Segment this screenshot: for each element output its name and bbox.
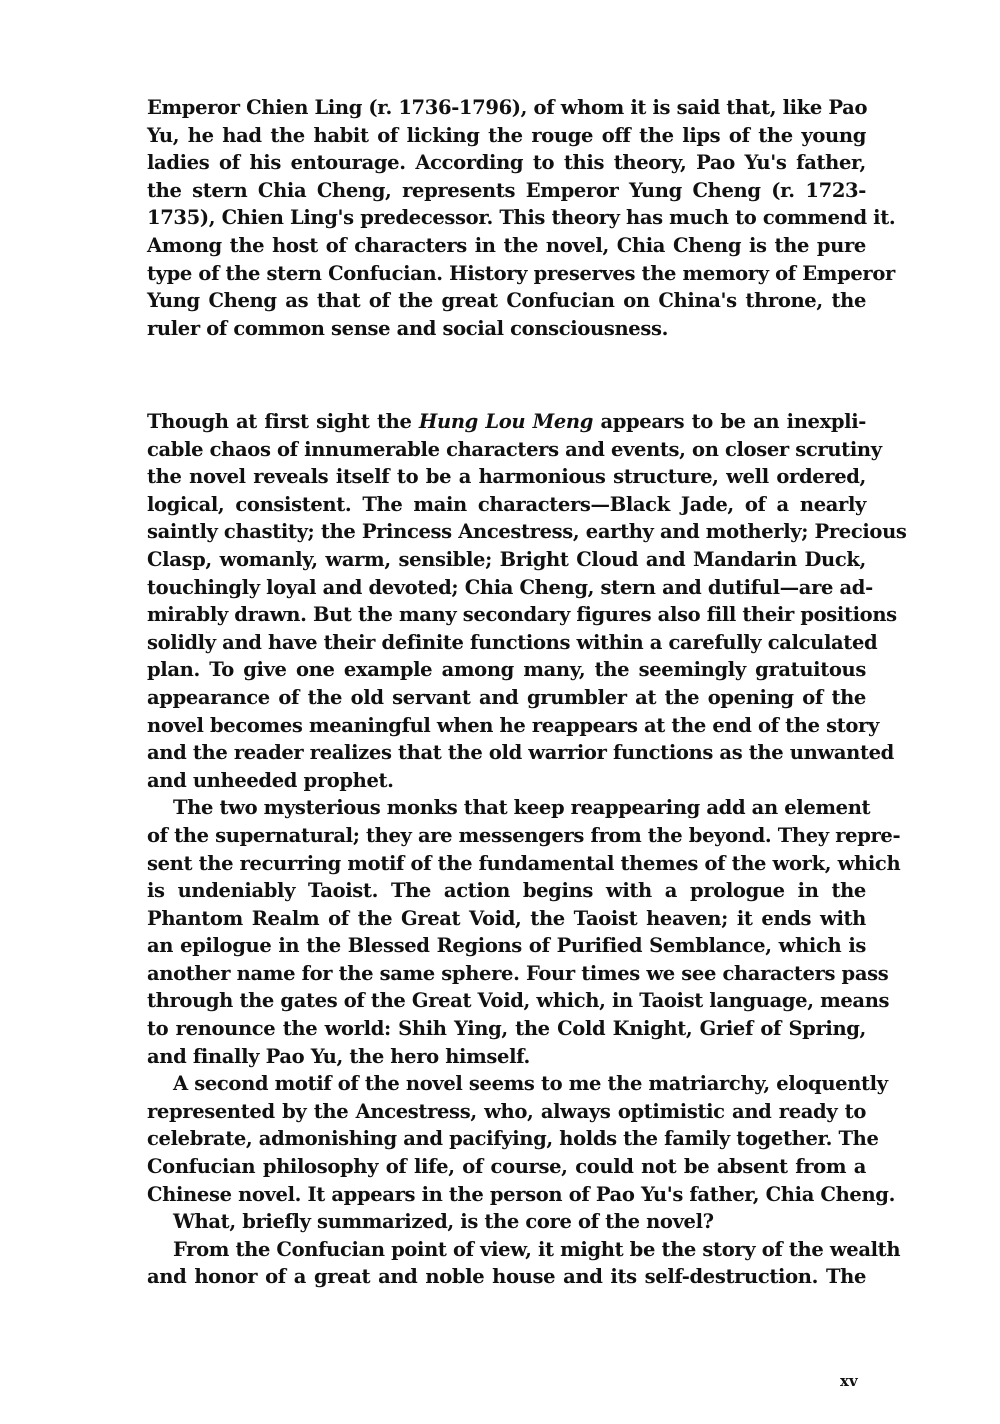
text-line: and finally Pao Yu, the hero himself. bbox=[147, 1044, 530, 1068]
text-line: touchingly loyal and devoted; Chia Cheng, stern and dutiful—are ad- bbox=[147, 575, 873, 599]
paragraph bbox=[147, 794, 901, 1070]
text-line: Yu, he had the habit of licking the rouge off the lips of the young bbox=[147, 123, 866, 147]
paragraph bbox=[147, 408, 907, 794]
text-line: solidly and have their definite functions within a carefully calculated bbox=[147, 630, 878, 654]
text-line: type of the stern Confucian. History preserves the memory of Emperor bbox=[147, 261, 895, 285]
text-line: and honor of a great and noble house and its self-destruction. The bbox=[147, 1265, 866, 1289]
text-line: Yung Cheng as that of the great Confucian on China's throne, the bbox=[147, 289, 866, 313]
paragraph bbox=[147, 1236, 901, 1291]
text-line: is undeniably Taoist. The action begins with a prologue in the bbox=[147, 879, 866, 903]
text-line: What, briefly summarized, is the core of the novel? bbox=[173, 1210, 714, 1234]
text-line: celebrate, admonishing and pacifying, holds the family together. The bbox=[147, 1127, 879, 1151]
text-line: Chinese novel. It appears in the person of Pao Yu's father, Chia Cheng. bbox=[147, 1182, 896, 1206]
text-line: ladies of his entourage. According to this theory, Pao Yu's father, bbox=[147, 151, 866, 175]
text-line: and unheeded prophet. bbox=[147, 768, 394, 792]
text-line: mirably drawn. But the many secondary figures also fill their positions bbox=[147, 603, 897, 627]
text-line: sent the recurring motif of the fundamental themes of the work, which bbox=[147, 851, 901, 875]
text-line: an epilogue in the Blessed Regions of Purified Semblance, which is bbox=[147, 934, 866, 958]
text-line: cable chaos of innumerable characters and events, on closer scrutiny bbox=[147, 437, 882, 461]
text-line: plan. To give one example among many, the seemingly gratuitous bbox=[147, 658, 866, 682]
text-line: saintly chastity; the Princess Ancestress, earthy and motherly; Precious bbox=[147, 520, 907, 544]
text-line: The two mysterious monks that keep reappearing add an element bbox=[173, 796, 871, 820]
text-line: From the Confucian point of view, it might be the story of the wealth bbox=[173, 1237, 901, 1261]
paragraph bbox=[147, 1070, 896, 1208]
text-line: to renounce the world: Shih Ying, the Cold Knight, Grief of Spring, bbox=[147, 1017, 866, 1041]
text-line: through the gates of the Great Void, which, in Taoist language, means bbox=[147, 989, 890, 1013]
text-line: represented by the Ancestress, who, always optimistic and ready to bbox=[147, 1099, 866, 1123]
text-line: ruler of common sense and social consciousness. bbox=[147, 316, 669, 340]
text-line: 1735), Chien Ling's predecessor. This theory has much to commend it. bbox=[147, 206, 896, 230]
paragraph bbox=[147, 94, 896, 342]
text-line: of the supernatural; they are messengers from the beyond. They repre- bbox=[147, 823, 901, 847]
text-line: Emperor Chien Ling (r. 1736-1796), of whom it is said that, like Pao bbox=[147, 96, 868, 119]
text-line: Confucian philosophy of life, of course, could not be absent from a bbox=[147, 1155, 866, 1179]
page-number: xv bbox=[840, 1372, 858, 1390]
paragraph bbox=[147, 1208, 866, 1236]
text-line: another name for the same sphere. Four times we see characters pass bbox=[147, 961, 889, 985]
text-block-main bbox=[147, 408, 907, 1291]
text-line: Among the host of characters in the novel, Chia Cheng is the pure bbox=[147, 233, 866, 257]
text-line: the stern Chia Cheng, represents Emperor Yung Cheng (r. 1723- bbox=[147, 178, 866, 202]
text-line: A second motif of the novel seems to me the matriarchy, eloquently bbox=[173, 1072, 888, 1096]
text-line: Phantom Realm of the Great Void, the Taoist heaven; it ends with bbox=[147, 906, 866, 930]
text-line: appearance of the old servant and grumbler at the opening of the bbox=[147, 685, 866, 709]
text-line: Though at first sight the Hung Lou Meng appears to be an inexpli- bbox=[147, 410, 866, 433]
text-line: logical, consistent. The main characters—Black Jade, of a nearly bbox=[147, 492, 866, 516]
text-line: Clasp, womanly, warm, sensible; Bright Cloud and Mandarin Duck, bbox=[147, 547, 866, 571]
text-line: and the reader realizes that the old warrior functions as the unwanted bbox=[147, 741, 894, 765]
text-block-top bbox=[147, 94, 896, 342]
text-line: the novel reveals itself to be a harmonious structure, well ordered, bbox=[147, 465, 866, 489]
text-line: novel becomes meaningful when he reappears at the end of the story bbox=[147, 713, 879, 737]
